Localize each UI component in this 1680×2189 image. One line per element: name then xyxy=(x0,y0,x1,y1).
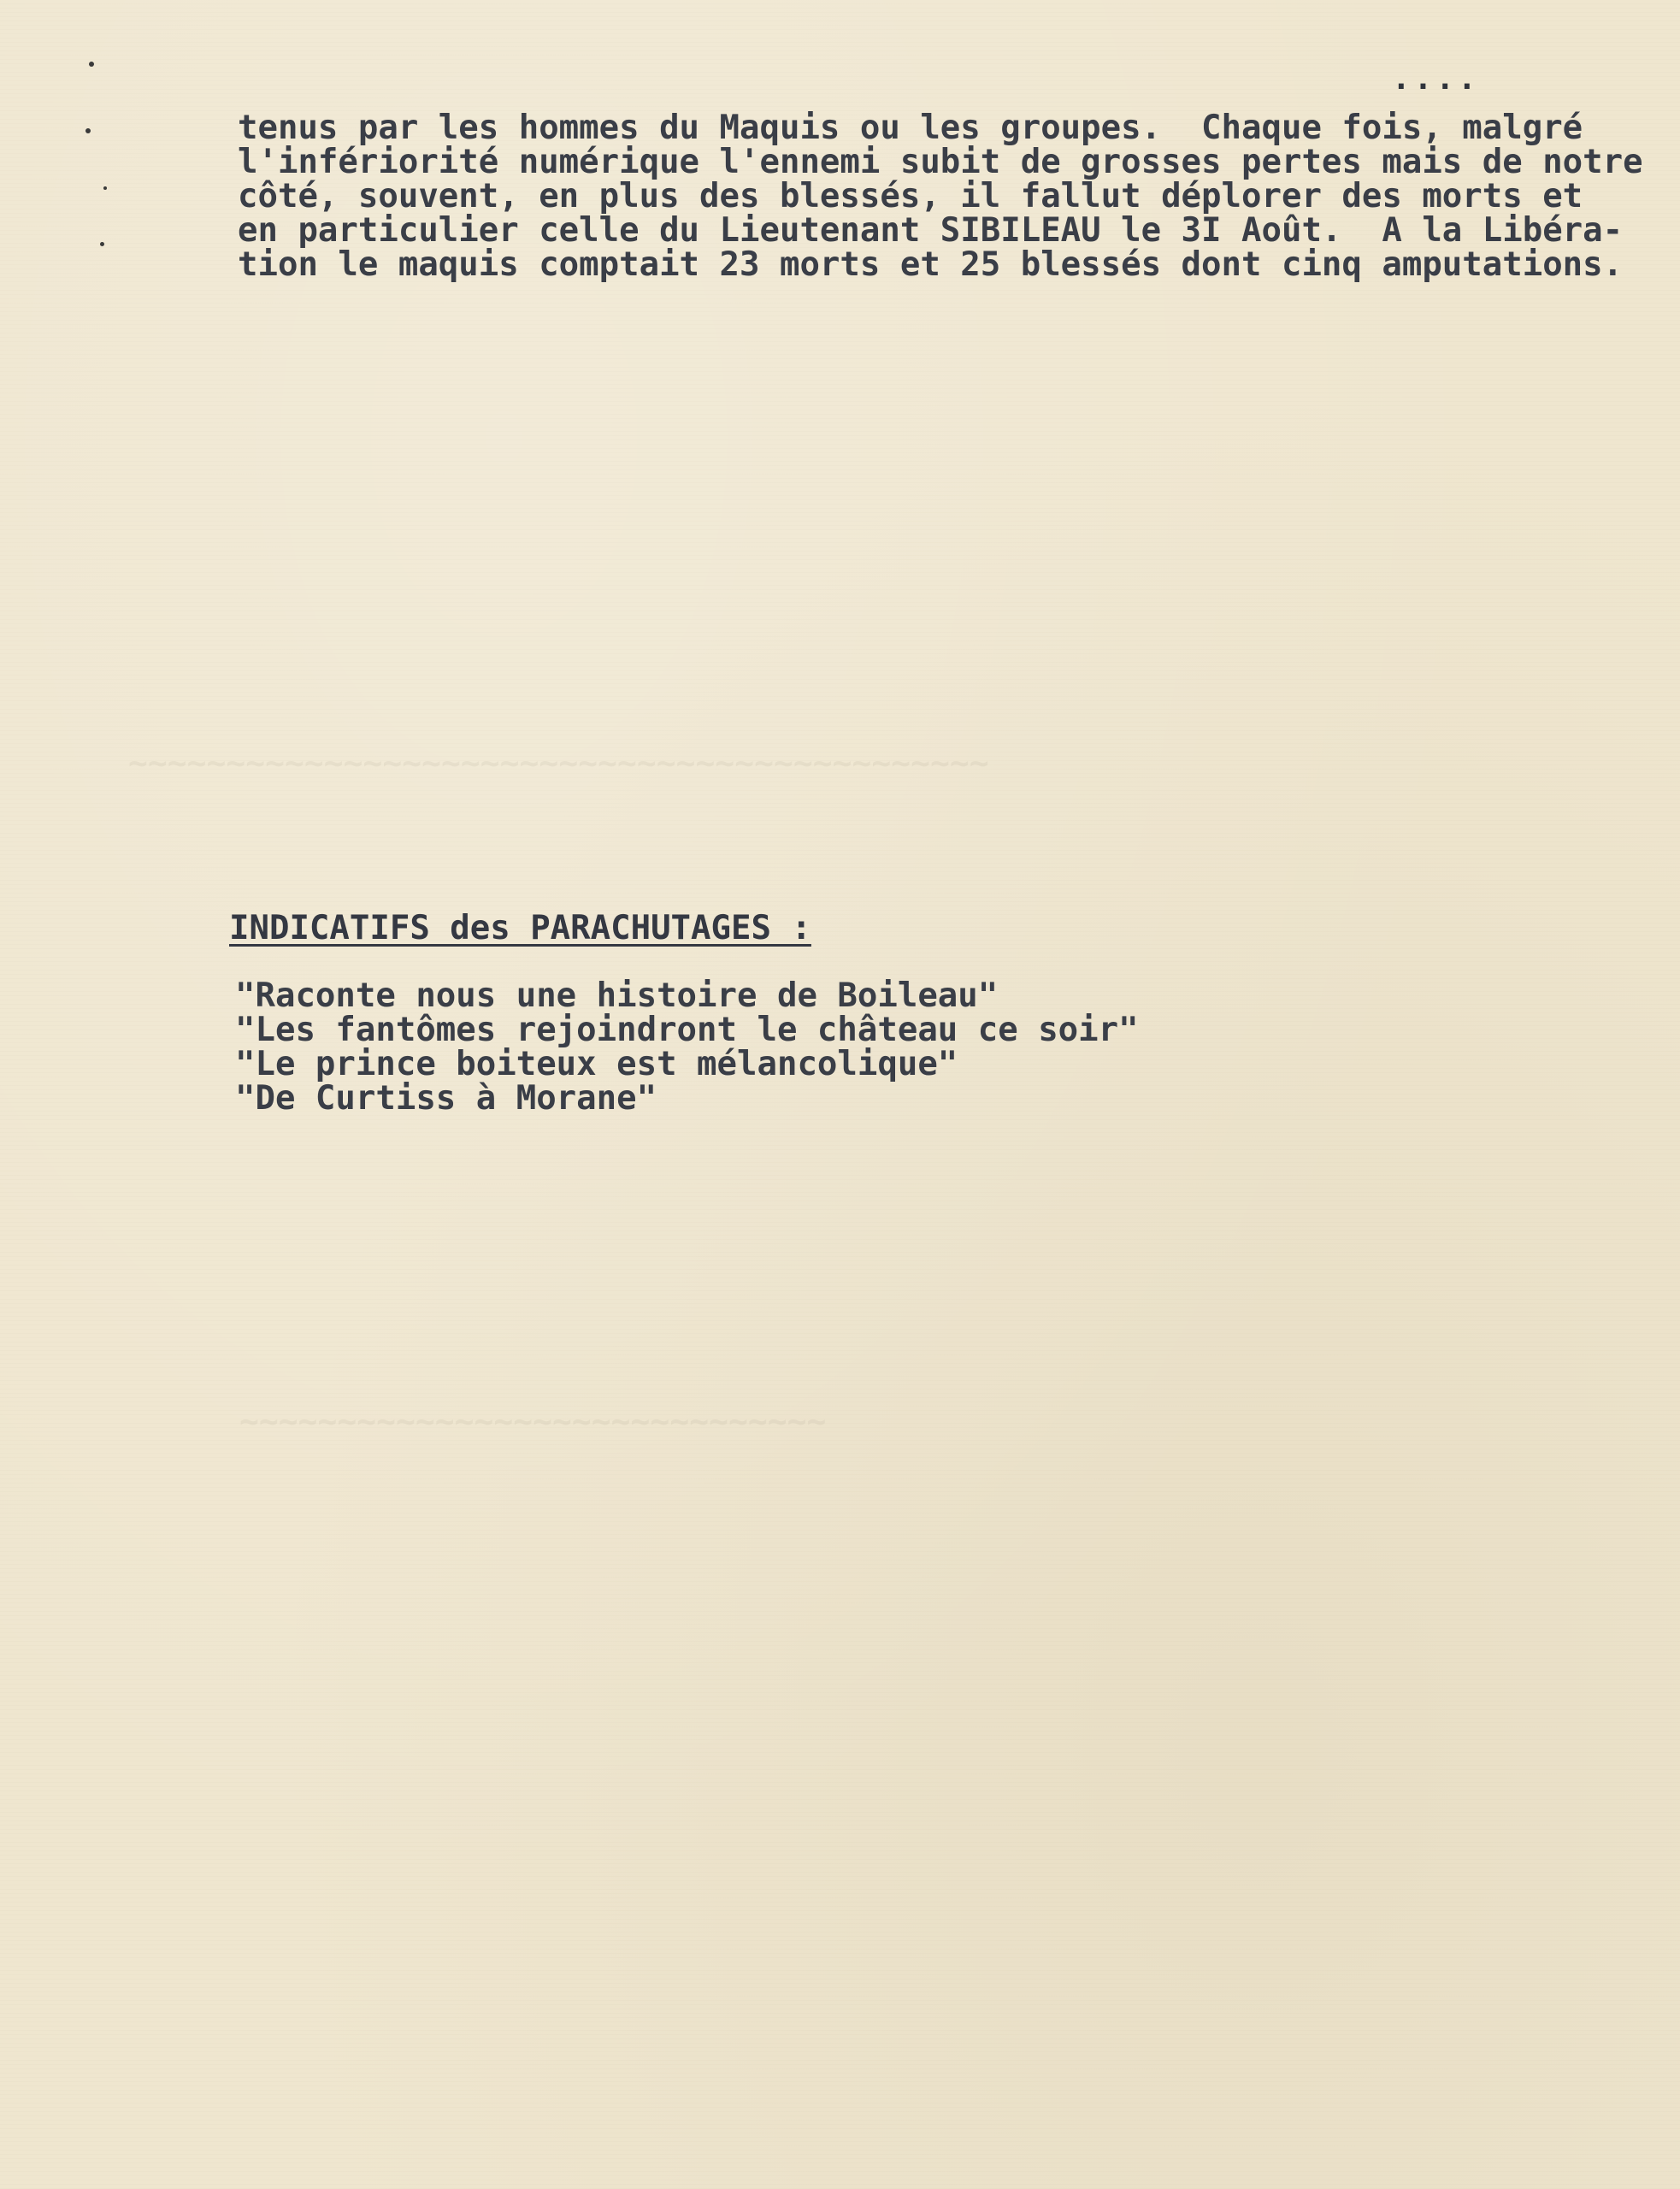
paragraph-line: tenus par les hommes du Maquis ou les groupes. Chaque fois, malgré xyxy=(238,109,1583,147)
body-paragraph xyxy=(238,111,1678,282)
signal-item: "Raconte nous une histoire de Boileau" xyxy=(235,976,999,1015)
page-continuation-mark: .... xyxy=(1392,62,1480,97)
paragraph-line: l'infériorité numérique l'ennemi subit de grosses pertes mais de notre xyxy=(238,143,1643,181)
paragraph-line: en particulier celle du Lieutenant SIBILEAU le 3I Août. A la Libéra- xyxy=(238,211,1624,250)
margin-mark xyxy=(100,242,104,246)
margin-mark xyxy=(89,62,94,67)
bleed-through-texture: ~~~~~~~~~~~~~~~~~~~~~~~~~~~~~~~~~~~~~~~~~~~~ xyxy=(128,744,989,782)
paragraph-line: côté, souvent, en plus des blessés, il fallut déplorer des morts et xyxy=(238,177,1583,215)
section-heading: INDICATIFS des PARACHUTAGES : xyxy=(229,909,811,947)
signal-item: "Les fantômes rejoindront le château ce soir" xyxy=(235,1011,1139,1049)
margin-mark xyxy=(85,128,91,133)
parachute-signals-list xyxy=(235,976,1518,1118)
margin-mark xyxy=(103,186,107,190)
paragraph-line: tion le maquis comptait 23 morts et 25 blessés dont cinq amputations. xyxy=(238,245,1624,284)
bleed-through-texture: ~~~~~~~~~~~~~~~~~~~~~~~~~~~~~~ xyxy=(239,1402,827,1440)
signal-item: "Le prince boiteux est mélancolique" xyxy=(235,1045,958,1083)
signal-item: "De Curtiss à Morane" xyxy=(235,1079,657,1118)
